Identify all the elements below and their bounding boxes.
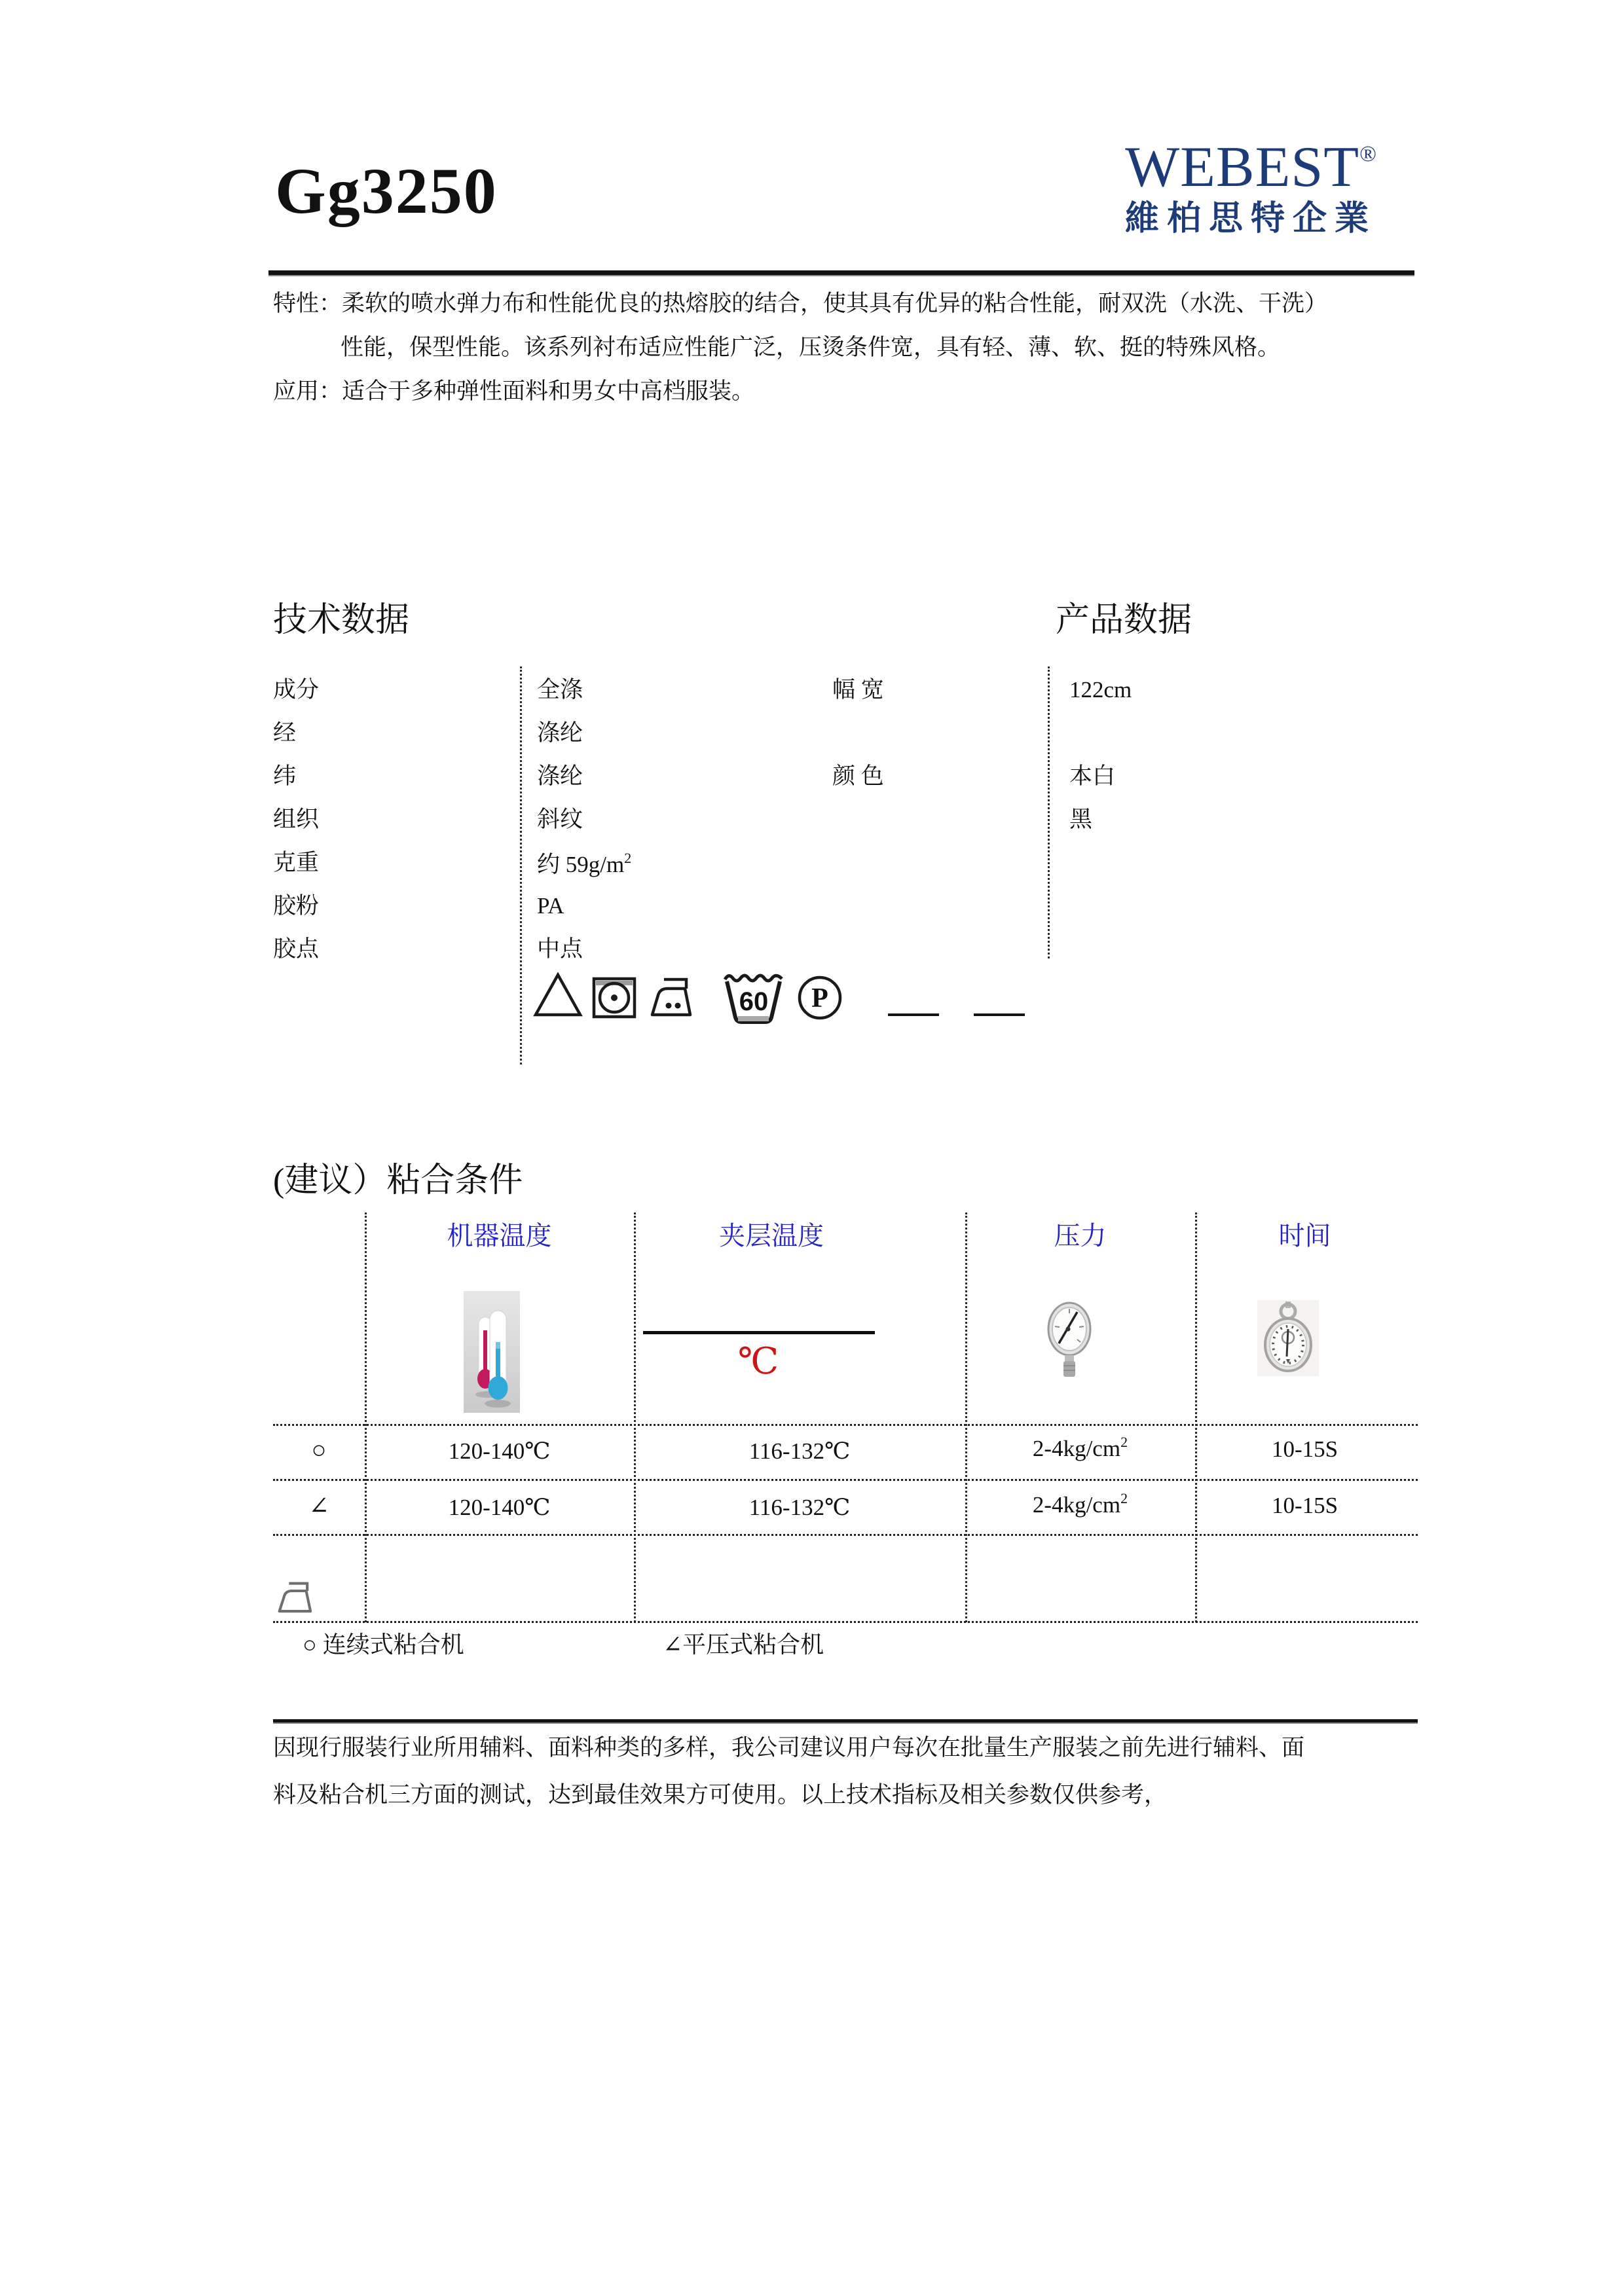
- registered-mark-icon: ®: [1359, 142, 1376, 166]
- tech-label: 胶点: [273, 936, 320, 962]
- legend-symbol: ○: [303, 1631, 317, 1658]
- footer-note-line-2: 料及粘合机三方面的测试，达到最佳效果方可使用。以上技术指标及相关参数仅供参考，: [273, 1782, 1168, 1808]
- superscript: 2: [1120, 1434, 1128, 1450]
- tech-label: 胶粉: [273, 893, 320, 919]
- company-name: 維柏思特企業: [1124, 200, 1376, 238]
- thermometer-icon: [464, 1291, 520, 1413]
- product-data-heading: 产品数据: [1056, 602, 1192, 639]
- pressure-text: 2-4kg/cm: [1032, 1436, 1121, 1461]
- dry-clean-letter: P: [811, 983, 828, 1013]
- superscript: 2: [1120, 1490, 1128, 1506]
- tech-label: 成分: [273, 677, 320, 702]
- features-line-2: 性能，保型性能。该系列衬布适应性能广泛，压烫条件宽，具有轻、薄、软、挺的特殊风格。: [341, 335, 1281, 360]
- application-label: 应用：: [273, 378, 342, 404]
- bonding-row-divider: [273, 1424, 1418, 1426]
- hand-iron-icon: [275, 1579, 317, 1614]
- legend-continuous: [303, 1633, 464, 1656]
- column-header-layer-temp: 夹层温度: [719, 1221, 824, 1250]
- tech-label: 克重: [273, 850, 320, 875]
- legend-label: 平压式粘合机: [682, 1631, 824, 1658]
- time-value: 10-15S: [1271, 1436, 1338, 1462]
- width-value: 122cm: [1069, 677, 1132, 702]
- column-header-time: 时间: [1278, 1221, 1331, 1250]
- bonding-column-divider: [634, 1212, 636, 1622]
- tech-value: PA: [537, 893, 564, 919]
- page-title: Gg3250: [275, 155, 498, 227]
- legend-symbol: ∠: [663, 1631, 683, 1658]
- machine-temp-value: 120-140℃: [448, 1495, 551, 1520]
- tech-table-divider: [520, 666, 522, 1065]
- features-line-1: [273, 292, 1327, 315]
- wash-60-icon: [722, 969, 786, 1025]
- application-line: [273, 380, 754, 403]
- product-table-divider: [1048, 666, 1050, 958]
- pressure-text: 2-4kg/cm: [1032, 1492, 1121, 1518]
- pressure-gauge-icon: [1046, 1300, 1092, 1381]
- bonding-row-divider: [273, 1621, 1418, 1623]
- pressure-value: [965, 1435, 1195, 1460]
- bonding-row-divider: [273, 1534, 1418, 1536]
- legend-label: 连续式粘合机: [322, 1631, 464, 1658]
- machine-temp-value: 120-140℃: [448, 1438, 551, 1464]
- layer-temp-value: 116-132℃: [748, 1495, 851, 1520]
- color-value-natural: 本白: [1069, 763, 1116, 789]
- layer-temp-underline: [643, 1331, 875, 1334]
- column-header-machine-temp: 机器温度: [447, 1221, 552, 1250]
- blank-line: [974, 1013, 1025, 1016]
- tech-value: 涤纶: [537, 720, 583, 746]
- bonding-column-divider: [965, 1212, 967, 1622]
- features-label: 特性：: [273, 291, 342, 316]
- stopwatch-icon: [1257, 1300, 1319, 1376]
- bleach-triangle-icon: [533, 972, 583, 1019]
- bonding-column-divider: [1195, 1212, 1197, 1622]
- footer-note-line-1: 因现行服装行业所用辅料、面料种类的多样，我公司建议用户每次在批量生产服装之前先进行辅料、面: [273, 1735, 1305, 1760]
- machine-symbol-flat-press: ∠: [308, 1493, 329, 1520]
- tumble-dry-icon: [592, 977, 637, 1019]
- company-logo: [1113, 136, 1388, 238]
- layer-temp-value: 116-132℃: [748, 1438, 851, 1464]
- iron-two-dots-icon: [647, 974, 698, 1019]
- superscript: 2: [624, 850, 632, 866]
- brand-wordmark: [1113, 136, 1388, 199]
- header-divider: [268, 270, 1414, 276]
- tech-value: 涤纶: [537, 763, 583, 789]
- tech-label: 经: [273, 720, 297, 746]
- tech-value: 全涤: [537, 677, 583, 702]
- bonding-column-divider: [365, 1212, 367, 1622]
- tech-data-heading: 技术数据: [273, 602, 410, 639]
- dry-clean-p-icon: [796, 974, 843, 1021]
- brand-name: WEBEST: [1125, 136, 1360, 199]
- celsius-symbol: ℃: [737, 1341, 779, 1382]
- wash-temp-label: 60: [739, 987, 769, 1016]
- bonding-row-divider: [273, 1479, 1418, 1481]
- tech-value: 中点: [537, 936, 583, 962]
- application-text: 适合于多种弹性面料和男女中高档服装。: [342, 378, 755, 404]
- tech-value: [537, 851, 631, 876]
- features-text: 柔软的喷水弹力布和性能优良的热熔胶的结合，使其具有优异的粘合性能，耐双洗（水洗、干洗）: [342, 291, 1328, 316]
- tech-label: 组织: [273, 807, 320, 832]
- bonding-conditions-heading: (建议）粘合条件: [273, 1162, 523, 1199]
- width-label: 幅 宽: [832, 677, 884, 702]
- tech-value: 斜纹: [537, 807, 583, 832]
- blank-line: [888, 1013, 939, 1016]
- column-header-pressure: 压力: [1054, 1221, 1107, 1250]
- tech-label: 纬: [273, 763, 297, 789]
- color-value-black: 黑: [1069, 807, 1093, 832]
- color-label: 颜 色: [832, 763, 884, 789]
- pressure-value: [965, 1491, 1195, 1516]
- legend-flat-press: [663, 1633, 824, 1656]
- machine-symbol-continuous: ○: [311, 1436, 327, 1464]
- tech-value-text: 约 59g/m: [537, 852, 625, 877]
- footer-divider: [273, 1719, 1418, 1724]
- time-value: 10-15S: [1271, 1493, 1338, 1518]
